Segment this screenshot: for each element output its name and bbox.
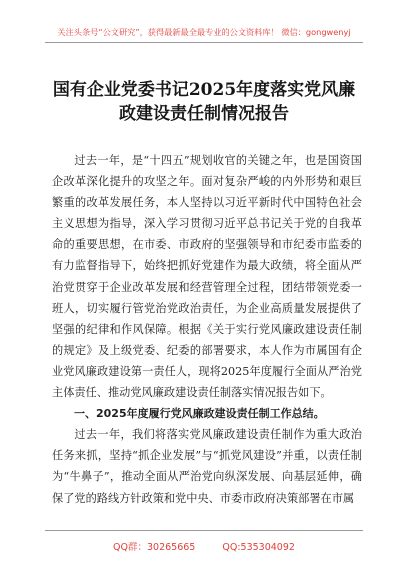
header-banner: 关注头条号“公文研究”，获得最新最全最专业的公文资料库！ 微信：gongwenyj <box>57 27 351 37</box>
intro-paragraph: 过去一年，是“十四五”规划收官的关键之年，也是国资国企改革深化提升的攻坚之年。面对复杂严峻的内外形势和艰巨繁重的改革发展任务，本人坚持以习近平新时代中国特色社会主义思想为指导，深入学习贯彻习近平总书记关于党的自我革命的重要思想，在市委、市政府的坚强领导和市纪委市监委的有力监督指导下，始终把抓好党建作为最大政绩，将全面从严治党贯穿于企业改革发展和经营管理全过程，团结带领党委一班人，切实履行管党治党政治责任，为企业高质量发展提供了坚强的纪律和作风保障。根据《关于实行党风廉政建设责任制的规定》及上级党委、纪委的部署要求，本人作为市属国有企业党风廉政建设第一责任人，现将2025年度履行全面从严治党主体责任、推动党风廉政建设责任制落实情况报告如下。 <box>52 154 362 400</box>
section-heading: 一、2025年度履行党风廉政建设责任制工作总结。 <box>74 407 325 421</box>
footer-qq-group: QQ群：30265665 <box>113 542 196 553</box>
footer-qq: QQ:535304092 <box>222 542 295 553</box>
section-paragraph: 过去一年，我们将落实党风廉政建设责任制作为重大政治任务来抓，坚持“抓企业发展”与“抓党风建设”并重，以责任制为“牛鼻子”，推动全面从严治党向纵深发展、向基层延伸，确保了党的路线方针政策和党中央、市委市政府决策部署在市属 <box>52 428 362 505</box>
document-body <box>52 150 362 509</box>
title-line-1: 国有企业党委书记2025年度落实党风廉 <box>52 80 356 100</box>
footer <box>0 539 408 553</box>
document-title <box>40 78 368 126</box>
header-divider <box>45 42 363 43</box>
footer-divider <box>45 530 363 531</box>
title-line-2: 政建设责任制情况报告 <box>119 104 289 124</box>
